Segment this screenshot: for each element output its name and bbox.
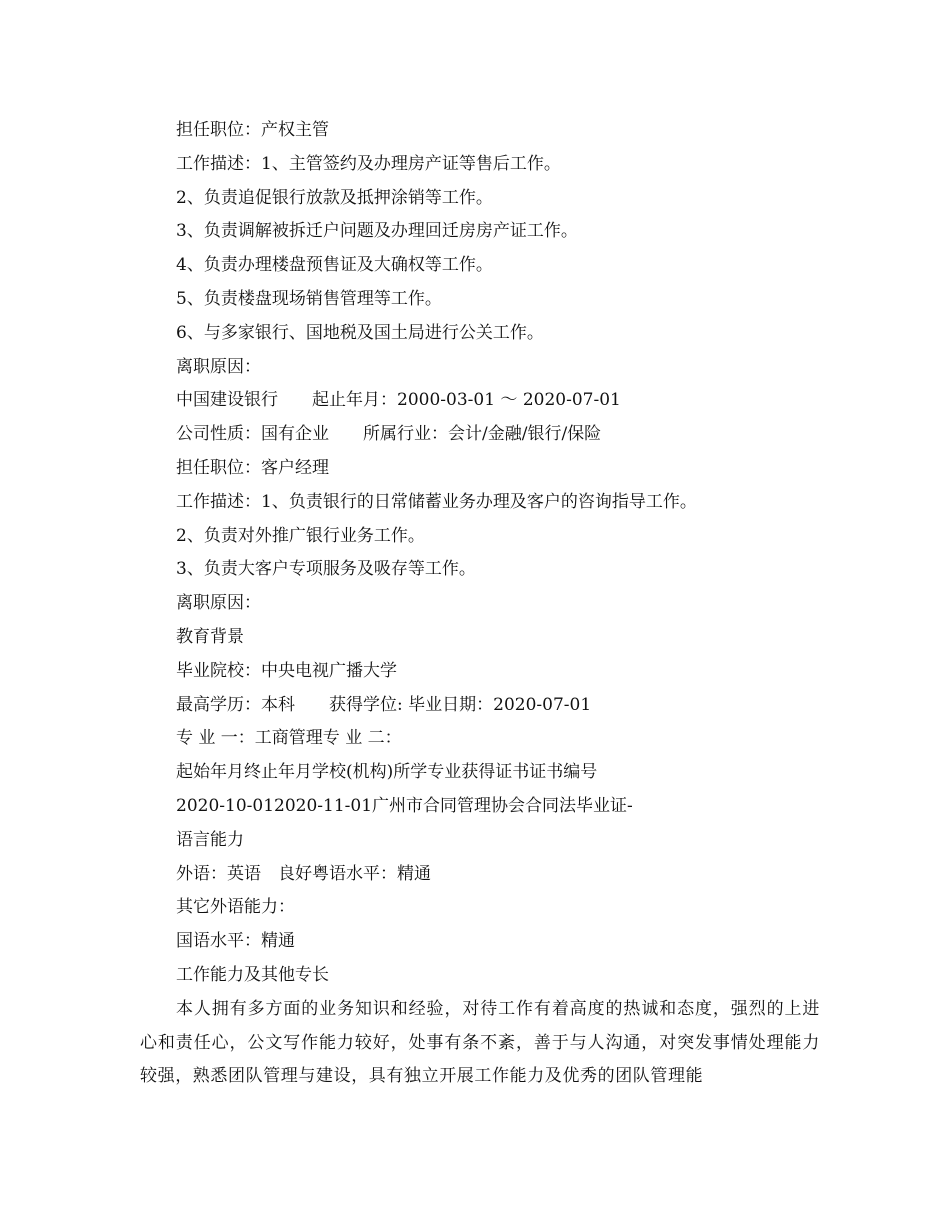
job-duty-line: 3、负责大客户专项服务及吸存等工作。 xyxy=(176,559,476,580)
leave-reason-line-1: 离职原因： xyxy=(176,356,261,377)
language-heading: 语言能力 xyxy=(176,829,244,850)
degree-line: 最高学历：本科 获得学位: 毕业日期：2020-07-01 xyxy=(176,694,592,715)
skills-heading: 工作能力及其他专长 xyxy=(176,964,329,985)
other-language-line: 其它外语能力： xyxy=(176,897,295,918)
job-duty-line: 6、与多家银行、国地税及国土局进行公关工作。 xyxy=(176,322,544,343)
training-record-line: 2020-10-012020-11-01广州市合同管理协会合同法毕业证- xyxy=(176,795,633,816)
school-line: 毕业院校：中央电视广播大学 xyxy=(176,660,397,681)
job-duty-line: 4、负责办理楼盘预售证及大确权等工作。 xyxy=(176,255,493,276)
position-title-line-2: 担任职位：客户经理 xyxy=(176,457,329,478)
job-description-line-2: 工作描述：1、负责银行的日常储蓄业务办理及客户的咨询指导工作。 xyxy=(176,491,697,512)
job-duty-line: 3、负责调解被拆迁户问题及办理回迁房房产证工作。 xyxy=(176,221,578,242)
skills-paragraph: 本人拥有多方面的业务知识和经验，对待工作有着高度的热诚和态度，强烈的上进心和责任心，公文写作能力较好，处事有条不紊，善于与人沟通，对突发事情处理能力较强，熟悉团队管理与建设，具有独立开展工作能力及优秀的团队管理能 xyxy=(140,998,820,1087)
resume-content xyxy=(140,114,820,1094)
job-duty-line: 2、负责对外推广银行业务工作。 xyxy=(176,525,425,546)
foreign-language-line: 外语：英语 良好粤语水平：精通 xyxy=(176,863,431,884)
mandarin-line: 国语水平：精通 xyxy=(176,931,295,952)
job-description-line-1: 工作描述：1、主管签约及办理房产证等售后工作。 xyxy=(176,153,561,174)
employer-dates-line: 中国建设银行 起止年月：2000-03-01 ～ 2020-07-01 xyxy=(176,390,621,411)
company-info-line: 公司性质：国有企业 所属行业：会计/金融/银行/保险 xyxy=(176,424,602,445)
leave-reason-line-2: 离职原因： xyxy=(176,593,261,614)
education-heading: 教育背景 xyxy=(176,626,244,647)
job-duty-line: 5、负责楼盘现场销售管理等工作。 xyxy=(176,288,442,309)
job-duty-line: 2、负责追促银行放款及抵押涂销等工作。 xyxy=(176,187,493,208)
major-line: 专 业 一：工商管理专 业 二： xyxy=(176,728,402,749)
training-header-line: 起始年月终止年月学校(机构)所学专业获得证书证书编号 xyxy=(176,762,598,783)
position-title-line-1: 担任职位：产权主管 xyxy=(176,120,329,140)
